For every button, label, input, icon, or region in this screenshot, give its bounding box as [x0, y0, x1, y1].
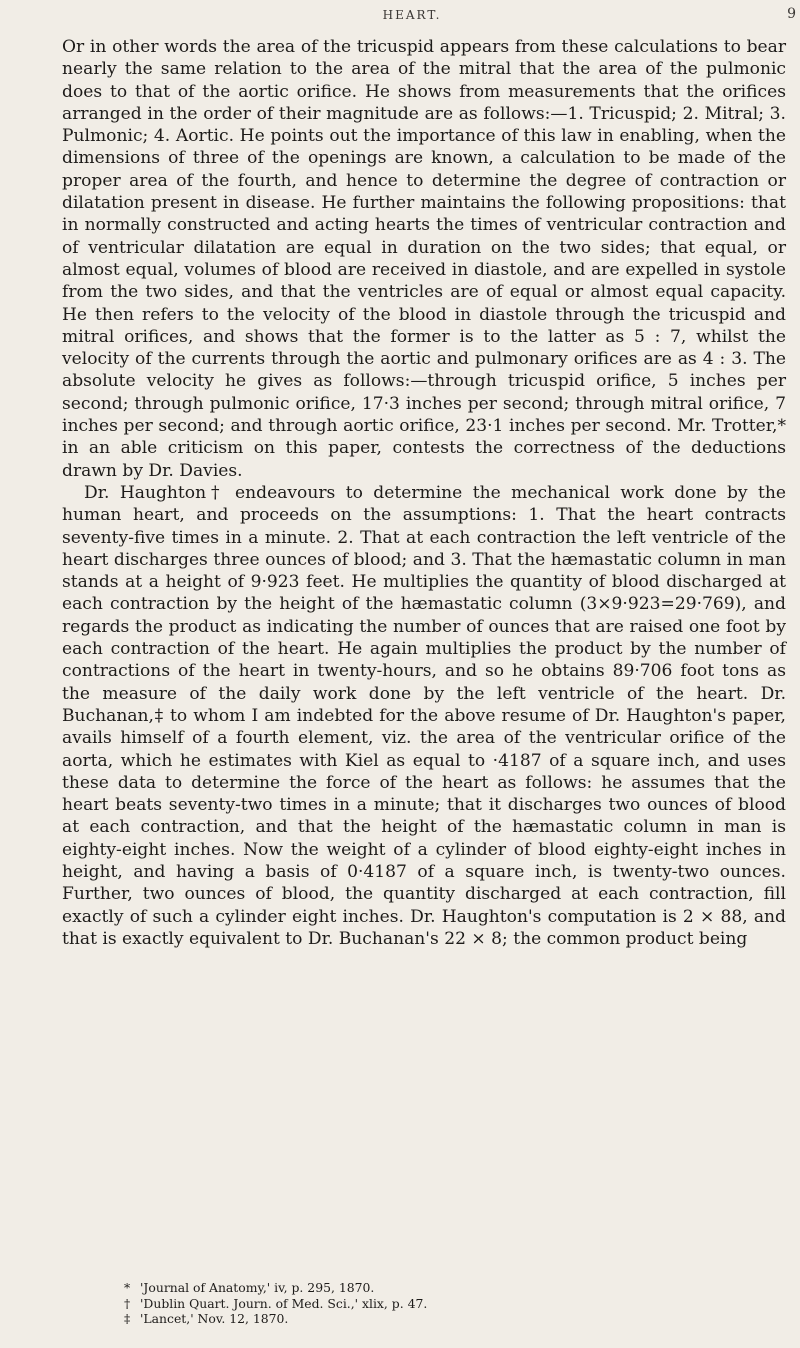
footnote-mark: † [124, 1295, 131, 1311]
footnote-text: 'Journal of Anatomy,' iv, p. 295, 1870. [140, 1280, 375, 1295]
footnote-text: 'Lancet,' Nov. 12, 1870. [140, 1311, 289, 1326]
footnote-mark: ‡ [124, 1311, 131, 1326]
paragraph-haughton: Dr. Haughton† endeavours to determine the mechanical work done by the human heart, and proceeds on the assumptions: 1. That the heart contracts seventy-five times in a minute. 2. That at each contraction the left ventricle of the heart discharges three ounces of blood; and 3. That the hæmastatic column in man stands at a height of 9·923 feet. He multiplies the quantity of blood discharged at each contraction by the height of the hæmastatic column (3×9·923=29·769), and regards the product as indicating the number of ounces that are raised one foot by each contraction of the heart. He again multiplies the product by the number of contractions of the heart in twenty-hours, and so he obtains 89·706 foot tons as the measure of the daily work done by the left ventricle of the heart. Dr. Buchanan,‡ to whom I am indebted for the above resume of Dr. Haughton's paper, avails himself of a fourth element, viz. the area of the ventricular orifice of the aorta, which he estimates with Kiel as equal to ·4187 of a square inch, and uses these data to determine the force of the heart as follows: he assumes that the heart beats seventy-two times in a minute; that it discharges two ounces of blood at each contraction, and that the height of the hæmastatic column in man is eighty-eight inches. Now the weight of a cylinder of blood eighty-eight inches in height, and having a basis of 0·4187 of a square inch, is twenty-two ounces. Further, two ounces of blood, the quantity discharged at each contraction, fill exactly of such a cylinder eight inches. Dr. Haughton's computation is 2 × 88, and that is exactly equivalent to Dr. Buchanan's 22 × 8; the common product being [62, 482, 786, 949]
footnote-text: 'Dublin Quart. Journ. of Med. Sci.,' xlix, p. 47. [140, 1295, 428, 1311]
footnote-mark: * [124, 1280, 131, 1295]
running-head [62, 8, 800, 26]
paragraph-davies-continued: Or in other words the area of the tricuspid appears from these calculations to bear nearly the same relation to the area of the mitral that the area of the pulmonic does to that of the aortic orifice. He shows from measurements that the orifices arranged in the order of their magnitude are as follows:—1. Tricuspid; 2. Mitral; 3. Pulmonic; 4. Aortic. He points out the importance of this law in enabling, when the dimensions of three of the openings are known, a calculation to be made of the proper area of the fourth, and hence to determine the degree of contraction or dilatation present in disease. He further maintains the following propositions: that in normally constructed and acting hearts the times of ventricular contraction and of ventricular dilatation are equal in duration on the two sides; that equal, or almost equal, volumes of blood are received in diastole, and are expelled in systole from the two sides, and that the ventricles are of equal or almost equal capacity. He then refers to the velocity of the blood in diastole through the tricuspid and mitral orifices, and shows that the former is to the latter as 5 : 7, whilst the velocity of the currents through the aortic and pulmonary orifices are as 4 : 3. The absolute velocity he gives as follows:—through tricuspid orifice, 5 inches per second; through pulmonic orifice, 17·3 inches per second; through mitral orifice, 7 inches per second; and through aortic orifice, 23·1 inches per second. Mr. Trotter,* in an able criticism on this paper, contests the correctness of the deductions drawn by Dr. Davies. [62, 37, 786, 481]
running-title: HEART. [382, 8, 442, 22]
footnote [124, 1311, 744, 1327]
footnotes [124, 1280, 744, 1327]
body-text [62, 36, 786, 950]
footnote [124, 1280, 744, 1296]
footnote [124, 1296, 744, 1312]
page-number: 9 [787, 6, 796, 22]
